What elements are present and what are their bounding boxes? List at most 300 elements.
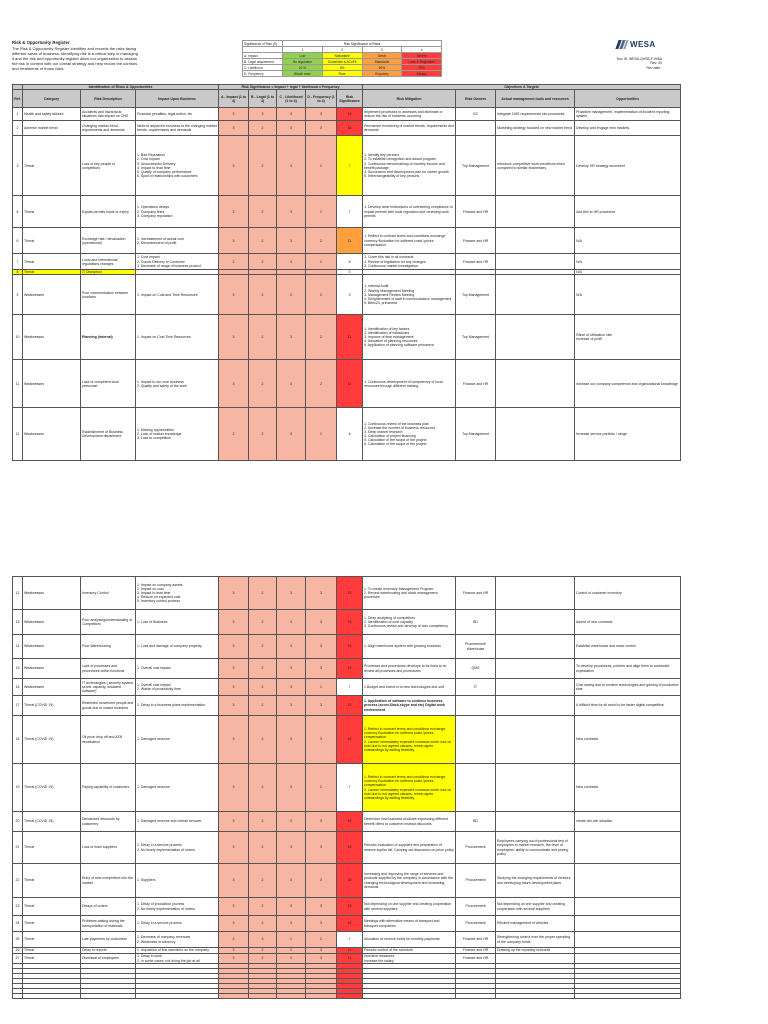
row-risk-significance: 7 (337, 136, 363, 196)
row-impact: 1. Increasement of actual cost 2. Decreasement of profit (136, 228, 219, 254)
legend-number: 3 (362, 47, 402, 53)
row-impact: 1. Damaged revenue and overall turnover (136, 812, 219, 832)
row-ref: 20 (13, 812, 23, 832)
row-opportunity: Develop and engage new markets (575, 121, 681, 136)
legend-cell: Guidelines & ACoPs (322, 59, 362, 65)
row-a-impact: 3 (219, 659, 249, 679)
th-c-likelihood: C - Likelihood (1 to 4) (277, 90, 306, 108)
row-ref: 24 (13, 916, 23, 932)
row-category: Weaknesses (23, 659, 81, 679)
row-risk-owner: IT (456, 679, 496, 696)
row-impact: 1. Overall cost impact 2. Waste of productivity time (136, 679, 219, 696)
row-b-legal: 2 (249, 948, 277, 954)
row-risk-mitigation: 1. Application of software to continue business process (zoom,Slack,skype and etc) Digital work environment (363, 696, 456, 716)
row-opportunity: increase our company competence and organizational knowledge (575, 360, 681, 408)
row-risk-significance: 15 (337, 864, 363, 898)
row-d-frequency: 1 (306, 136, 337, 196)
row-risk-description: Delays of orders (81, 898, 136, 916)
row-b-legal: 2 (249, 716, 277, 764)
row-actual-tools (496, 315, 575, 360)
row-risk-significance: 11 (337, 954, 363, 964)
row-d-frequency: 1 (306, 196, 337, 228)
row-d-frequency: 3 (306, 832, 337, 864)
empty-row (13, 994, 681, 999)
row-a-impact: 3 (219, 954, 249, 964)
row-risk-mitigation: 1. Internal Audit 2. Weekly Management Meeting 3. Management Review Meeting 4. Enlightenment of staff in communication management 5. Bitrix24, primavera (363, 275, 456, 315)
row-risk-description: Accidents and hazardous situations that impact on OHS (81, 108, 136, 121)
table-row (13, 108, 681, 121)
row-d-frequency: 3 (306, 716, 337, 764)
row-risk-mitigation: 1.Budget and invest in to new technologies and soft (363, 679, 456, 696)
legend-cell: Great (362, 53, 402, 59)
table-row (13, 408, 681, 461)
row-c-likelihood: 3 (277, 635, 306, 659)
row-b-legal: 2 (249, 136, 277, 196)
row-d-frequency: 2 (306, 228, 337, 254)
row-opportunity: New contracts (575, 764, 681, 812)
row-category: Adverse market trend (23, 121, 81, 136)
row-opportunity: Add this to HR procedure (575, 196, 681, 228)
row-impact: 1. Delay in a business plans implementation (136, 696, 219, 716)
row-risk-significance: 7 (337, 679, 363, 696)
row-d-frequency: 3 (306, 916, 337, 932)
th-opportunities: Opportunities (575, 90, 681, 108)
row-a-impact: 2 (219, 408, 249, 461)
row-risk-significance: 15 (337, 898, 363, 916)
row-actual-tools: Marketing strategy focused on new market trend (496, 121, 575, 136)
row-category: Threat (23, 254, 81, 270)
row-a-impact: 3 (219, 696, 249, 716)
row-ref: 23 (13, 898, 23, 916)
row-risk-description: IT technologies ( security system, server capacity, outdated software) (81, 679, 136, 696)
legend-cell: Whole rarer (283, 71, 323, 77)
row-a-impact: 3 (219, 315, 249, 360)
th-ref: Ref. (13, 90, 23, 108)
row-impact: 1. Bad Reputation 2. Cost Impact 3. Unsuccessful Delivery 4. Impact to lead time 5. Quality of company performance 6. Spoil of relationships with customers (136, 136, 219, 196)
row-a-impact: 3 (219, 764, 249, 812)
table-row (13, 716, 681, 764)
legend-cell: Regularly (362, 71, 402, 77)
row-ref: 7 (13, 254, 23, 270)
row-c-likelihood: 3 (277, 916, 306, 932)
row-impact: 1. Decrease of company revenues 2. Weakness in solvency (136, 932, 219, 948)
row-d-frequency: 1 (306, 254, 337, 270)
row-risk-owner: Procurement (456, 916, 496, 932)
row-d-frequency: 2 (306, 275, 337, 315)
row-risk-description: Problems arising during the transportation of materials (81, 916, 136, 932)
row-actual-tools (496, 812, 575, 832)
legend-cell: 75% (402, 65, 442, 71)
empty-cell (277, 994, 306, 999)
row-a-impact: 3 (219, 610, 249, 635)
row-d-frequency: 2 (306, 932, 337, 948)
row-c-likelihood: 3 (277, 121, 306, 136)
row-ref: 10 (13, 315, 23, 360)
row-actual-tools (496, 954, 575, 964)
table-row (13, 610, 681, 635)
row-risk-description: Restricted movement people and goods due to closed boarders (81, 696, 136, 716)
table-row (13, 121, 681, 136)
row-c-likelihood: 3 (277, 898, 306, 916)
row-ref: 16 (13, 679, 23, 696)
row-a-impact: 3 (219, 864, 249, 898)
row-risk-description: Lack of competent local personnel (81, 360, 136, 408)
row-risk-description: Delay in reports (81, 948, 136, 954)
legend-number: 1 (283, 47, 323, 53)
empty-cell (249, 994, 277, 999)
row-risk-description: Loss of key people to competitors (81, 136, 136, 196)
row-d-frequency: 1 (306, 408, 337, 461)
row-actual-tools (496, 610, 575, 635)
row-risk-significance: 15 (337, 610, 363, 635)
row-impact: 1. Impact on Cost and Time Resources (136, 275, 219, 315)
row-category: Threat (COVID 19) (23, 812, 81, 832)
row-actual-tools: Introduce competitive work conditions when compared to similar businesses (496, 136, 575, 196)
legend-row-label: B- Legal requirement (243, 59, 283, 65)
th-significance: Risk Significance = Impact + legal + likelihood x Frequency (219, 85, 363, 90)
empty-cell (363, 994, 456, 999)
table-row (13, 659, 681, 679)
row-b-legal: 2 (249, 764, 277, 812)
row-risk-mitigation: Meetings with alternative means of transport and transport companies (363, 916, 456, 932)
row-ref: 13 (13, 610, 23, 635)
row-ref: 3 (13, 136, 23, 196)
row-c-likelihood: 3 (277, 659, 306, 679)
row-impact: 1. Missing opportunities 2. Lack of market knowledge 3. Loss to competition (136, 408, 219, 461)
row-risk-owner (456, 121, 496, 136)
row-opportunity (575, 954, 681, 964)
row-a-impact: 3 (219, 577, 249, 610)
row-risk-significance: 7 (337, 764, 363, 812)
row-a-impact: 3 (219, 948, 249, 954)
row-b-legal: 2 (249, 696, 277, 716)
row-opportunity: N/A (575, 254, 681, 270)
row-a-impact: 3 (219, 108, 249, 121)
row-c-likelihood: 1 (277, 932, 306, 948)
row-category: Threat (23, 832, 81, 864)
row-ref: 5 (13, 196, 23, 228)
row-impact: 1. Delay in work 2. In some cases, not doing the job at all (136, 954, 219, 964)
row-d-frequency: 3 (306, 121, 337, 136)
row-b-legal: 2 (249, 121, 277, 136)
row-b-legal: 2 (249, 228, 277, 254)
row-ref: 1 (13, 108, 23, 121)
table-row (13, 360, 681, 408)
row-impact: Need to adjust the business to the changing market trends, requirements and demands (136, 121, 219, 136)
row-risk-description: Dismissal of employees (81, 954, 136, 964)
row-b-legal: 2 (249, 954, 277, 964)
row-risk-significance: 9 (337, 275, 363, 315)
register-title: Risk & Opportunity Register (12, 40, 70, 45)
row-d-frequency: 3 (306, 635, 337, 659)
table-row (13, 954, 681, 964)
row-b-legal: 2 (249, 635, 277, 659)
row-opportunity: A difficult time for all world to be faster digital competitive (575, 696, 681, 716)
row-risk-mitigation: Implement processes to assesses and eliminate or reduce the risk of incidents occurring. (363, 108, 456, 121)
row-risk-mitigation: 1. Identify key persons 2. To establish recognition and award program 3. Continuous benchmarking of monthly income and benefit package 4. Succession and development plan for career growth 5. Interchangeability of key persons (363, 136, 456, 196)
row-opportunity (575, 832, 681, 864)
document-reference (610, 57, 662, 70)
row-actual-tools (496, 254, 575, 270)
row-opportunity: Establish warehouse and stock control (575, 635, 681, 659)
row-risk-significance: 15 (337, 577, 363, 610)
row-d-frequency: 3 (306, 948, 337, 954)
row-d-frequency: 3 (306, 954, 337, 964)
row-c-likelihood: 3 (277, 196, 306, 228)
row-impact: 1. Cost Impact 2. Goods Delivery to Customer 3. Decrease of range of business product (136, 254, 219, 270)
row-risk-description: Expats permits holds or expiry (81, 196, 136, 228)
row-c-likelihood: 3 (277, 864, 306, 898)
empty-cell (81, 994, 136, 999)
th-risk-significance: Risk Significance (337, 90, 363, 108)
row-ref: 27 (13, 954, 23, 964)
row-actual-tools (496, 635, 575, 659)
row-risk-description: Entry of new competitors into the market (81, 864, 136, 898)
legend-cell: Rare (322, 71, 362, 77)
row-opportunity: Control of customer inventory (575, 577, 681, 610)
row-actual-tools (496, 196, 575, 228)
row-category: Weaknesses (23, 635, 81, 659)
row-risk-description: Late payments by customers (81, 932, 136, 948)
table-row (13, 635, 681, 659)
row-d-frequency: 2 (306, 764, 337, 812)
row-ref: 15 (13, 659, 23, 679)
table-row (13, 832, 681, 864)
row-b-legal: 2 (249, 832, 277, 864)
table-row (13, 577, 681, 610)
row-opportunity: Award of new contracts (575, 610, 681, 635)
table-row (13, 315, 681, 360)
table-row (13, 932, 681, 948)
table-row (13, 679, 681, 696)
row-d-frequency: 3 (306, 864, 337, 898)
doc-id: Doc ID: WESA-QHSE-F-006A (616, 57, 662, 61)
row-category: Threat (23, 954, 81, 964)
row-impact: 1. Suppliers (136, 864, 219, 898)
row-b-legal: 2 (249, 360, 277, 408)
row-risk-description: Poor analysing/understanding of Competitors (81, 610, 136, 635)
row-risk-owner: Finance and HR (456, 254, 496, 270)
row-category: Threat (COVID 19) (23, 716, 81, 764)
row-d-frequency: 3 (306, 812, 337, 832)
row-opportunity: Increase service portfolio / range (575, 408, 681, 461)
row-risk-owner: Top Management (456, 275, 496, 315)
table-row (13, 275, 681, 315)
row-ref: 8 (13, 270, 23, 275)
row-c-likelihood: 3 (277, 764, 306, 812)
row-risk-mitigation: 1. Align warehouse system with growing business (363, 635, 456, 659)
row-risk-owner: Top Management (456, 408, 496, 461)
row-risk-mitigation: 1. To create Inventory Management Program 2. Review warehousing and stock management procedure (363, 577, 456, 610)
row-risk-owner: Procurement (456, 864, 496, 898)
row-risk-mitigation: Permanent monitoring of market trends, requirements and demands (363, 121, 456, 136)
row-a-impact: 3 (219, 716, 249, 764)
row-actual-tools: Not depending on one supplier and creating cooperation with several suppliers (496, 898, 575, 916)
row-risk-significance: 18 (337, 108, 363, 121)
row-ref: 17 (13, 696, 23, 716)
row-impact: 1. Imposition of fine sanctions on the company (136, 948, 219, 954)
row-opportunity (575, 932, 681, 948)
row-category: Weaknesses (23, 360, 81, 408)
row-impact: 1. Operations delays 2. Company fines 3. Company reputation (136, 196, 219, 228)
row-risk-significance: 15 (337, 812, 363, 832)
row-actual-tools (496, 679, 575, 696)
legend-cell: Severe (402, 53, 442, 59)
row-d-frequency: 3 (306, 610, 337, 635)
row-actual-tools (496, 275, 575, 315)
row-risk-description: Local and International regulations changes (81, 254, 136, 270)
row-category: Threat (23, 864, 81, 898)
row-risk-owner (456, 696, 496, 716)
legend-cell: 50% (362, 65, 402, 71)
row-risk-owner: Finance and HR (456, 360, 496, 408)
row-risk-owner (456, 764, 496, 812)
row-category: Weaknesses (23, 315, 81, 360)
row-b-legal: 2 (249, 610, 277, 635)
row-actual-tools (496, 764, 575, 812)
row-risk-mitigation: 1. Continuous review of the business plan 2. Increase the number of business resources 3. Deep market research 4. Calculation of project financing 5. Calculation of the scope of the project 6. Calculation of the scope of the project (363, 408, 456, 461)
row-actual-tools (496, 659, 575, 679)
table-row (13, 864, 681, 898)
doc-rev: Rev: 00 (650, 61, 662, 66)
th-a-impact: A - Impact (1 to 4) (219, 90, 249, 108)
legend-cell: Laws & Regulation (402, 59, 442, 65)
row-ref: 11 (13, 408, 23, 461)
empty-cell (496, 994, 575, 999)
row-impact: 1. Damaged revenue (136, 764, 219, 812)
row-risk-mitigation: Allocation of reserve funds for monthly payments (363, 932, 456, 948)
risk-register-table-continued (12, 576, 681, 999)
row-d-frequency: 3 (306, 696, 337, 716)
row-impact: 1. Damaged revenue (136, 716, 219, 764)
row-opportunity: New contracts (575, 716, 681, 764)
row-risk-description: Demanded discounts by customers (81, 812, 136, 832)
row-risk-mitigation: Periodic evaluation of suppliers and preparation of reserve suplier list. Carrying out discussion on price policy (363, 832, 456, 864)
row-d-frequency: 1 (306, 679, 337, 696)
th-risk-owners: Risk Owners (456, 90, 496, 108)
row-actual-tools: Studying the changing requirements of vendors and developing future development plans (496, 864, 575, 898)
row-ref: 12 (13, 577, 23, 610)
legend-cell: Standards (362, 59, 402, 65)
row-d-frequency: 3 (306, 577, 337, 610)
legend-row-label: D- Frequency (243, 71, 283, 77)
row-risk-description: Establishment of Business Development department (81, 408, 136, 461)
empty-cell (575, 994, 681, 999)
table-row (13, 812, 681, 832)
row-a-impact: 3 (219, 121, 249, 136)
row-risk-owner: QMS (456, 659, 496, 679)
table-row (13, 696, 681, 716)
row-b-legal: 2 (249, 196, 277, 228)
row-impact: 1. Impact on Cost Time Resources (136, 315, 219, 360)
table-row (13, 228, 681, 254)
row-risk-owner: BD (456, 812, 496, 832)
row-a-impact: 2 (219, 196, 249, 228)
row-risk-significance: 7 (337, 932, 363, 948)
row-category: Weaknesses (23, 610, 81, 635)
row-ref: 9 (13, 275, 23, 315)
row-risk-mitigation: 1. Reflect in contract terms and conditions exchange currency fluctuation for suffered costs /prices compensation (363, 228, 456, 254)
empty-cell (13, 994, 23, 999)
legend-cell: 10 % (283, 65, 323, 71)
legend-cell: Noticeable (322, 53, 362, 59)
row-b-legal: 2 (249, 275, 277, 315)
row-actual-tools (496, 716, 575, 764)
row-risk-mitigation: 1. Develop clear instructions of overseeing compliance of expats permits with local regulation and renewing work permits (363, 196, 456, 228)
row-risk-owner: Procurement (456, 832, 496, 864)
row-risk-mitigation: 1. Reflect in contract terms and conditions exchange currency fluctuation for suffered costs /prices compensation 2. Launch immediately expected contracts which was on hold due to not agreed clauses, renew agree outstandings by adding flexibility (363, 764, 456, 812)
row-opportunity: create win-win situation (575, 812, 681, 832)
row-b-legal: 2 (249, 254, 277, 270)
row-risk-significance: 11 (337, 228, 363, 254)
row-b-legal: 2 (249, 864, 277, 898)
th-category: Category (23, 90, 81, 108)
row-risk-mitigation: Periodic control of the schedule (363, 948, 456, 954)
intro-block (12, 40, 140, 71)
row-b-legal: 2 (249, 577, 277, 610)
row-impact: 1. Impact to our core business 2. Quality and safety of the work (136, 360, 219, 408)
legend-cell: Always (402, 71, 442, 77)
row-b-legal: 2 (249, 659, 277, 679)
legend-row-label: A- Impact (243, 53, 283, 59)
row-actual-tools: Strengthening control over the proper spending of the company funds (496, 932, 575, 948)
row-c-likelihood: 3 (277, 679, 306, 696)
row-actual-tools (496, 696, 575, 716)
row-category: Threat (COVID 19) (23, 764, 81, 812)
row-ref: 21 (13, 832, 23, 864)
row-c-likelihood: 3 (277, 136, 306, 196)
row-risk-mitigation: Determine new business modules expressing different benefit offers to customer instead discounts. (363, 812, 456, 832)
row-d-frequency: 2 (306, 315, 337, 360)
row-opportunity (575, 898, 681, 916)
row-risk-description: IT Disruption (81, 270, 136, 275)
row-risk-description: Changing market trend, requirements and demands (81, 121, 136, 136)
row-c-likelihood: 3 (277, 108, 306, 121)
row-a-impact: 2 (219, 932, 249, 948)
row-c-likelihood: 3 (277, 254, 306, 270)
row-category: Weaknesses (23, 577, 81, 610)
row-risk-owner: Top Management (456, 136, 496, 196)
row-risk-owner: EZ (456, 108, 496, 121)
row-actual-tools: Drawing up the reporting schedule (496, 948, 575, 954)
row-risk-description: Loss of main suppliers (81, 832, 136, 864)
row-category: Weaknesses (23, 679, 81, 696)
legend-number: 2 (322, 47, 362, 53)
row-risk-mitigation: 1. Reflect in contract terms and conditions exchange currency fluctuation for suffered costs /prices compensation 2. Launch immediately expected contracts which was on hold due to not agreed clauses, renew agree outstandings by adding flexibility (363, 716, 456, 764)
row-opportunity: Proactive management, implementation of incident reporting system, (575, 108, 681, 121)
row-a-impact: 3 (219, 916, 249, 932)
row-a-impact: 3 (219, 275, 249, 315)
th-objectives: Objectives & Targets (363, 85, 681, 90)
row-impact: 1. Overall cost impact (136, 659, 219, 679)
row-c-likelihood: 3 (277, 716, 306, 764)
row-c-likelihood: 3 (277, 696, 306, 716)
row-d-frequency: 3 (306, 659, 337, 679)
row-impact: 1. Loss of Business (136, 610, 219, 635)
row-risk-significance: 11 (337, 315, 363, 360)
row-opportunity: Raise of Utilization rate Increase of profit (575, 315, 681, 360)
legend-cell: Low (283, 53, 323, 59)
row-risk-owner: BD (456, 610, 496, 635)
risk-register-table (12, 84, 681, 461)
row-c-likelihood: 3 (277, 832, 306, 864)
row-risk-significance: 15 (337, 696, 363, 716)
table-row (13, 764, 681, 812)
company-logo (616, 39, 656, 50)
row-risk-mitigation: 1. Cover this risk in all contracts 2. Review of legislation for any changes 3. Continuous market investigation (363, 254, 456, 270)
row-opportunity (575, 864, 681, 898)
empty-cell (136, 994, 219, 999)
